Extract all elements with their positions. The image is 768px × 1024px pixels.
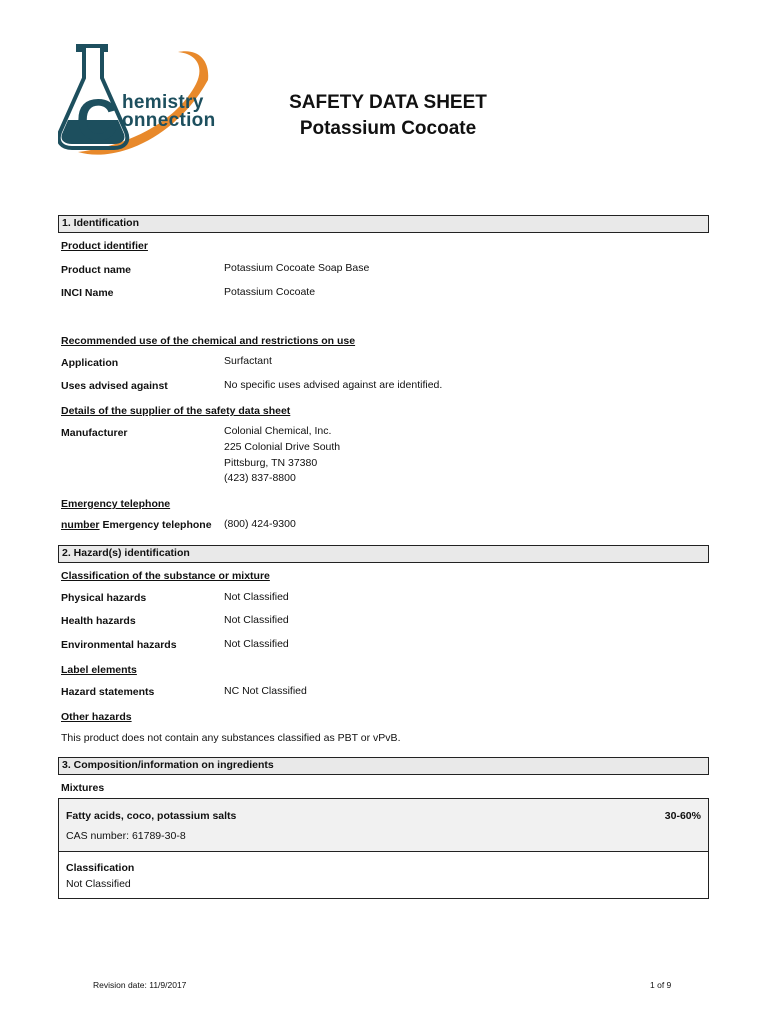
manufacturer-line: 225 Colonial Drive South (224, 441, 341, 453)
label-elements-heading: Label elements (61, 664, 137, 676)
manufacturer-line: Colonial Chemical, Inc. (224, 425, 332, 437)
ingredient-percentage: 30-60% (664, 810, 701, 822)
classification-heading: Classification of the substance or mixture (61, 570, 270, 582)
product-title: Potassium Cocoate (299, 118, 477, 139)
ingredient-table (58, 798, 709, 899)
mixtures-label: Mixtures (61, 782, 105, 794)
product-name-label: Product name (61, 264, 132, 276)
environmental-hazards-value: Not Classified (224, 638, 289, 650)
logo-text-line2: onnection (122, 110, 216, 131)
cas-number: CAS number: 61789-30-8 (66, 830, 186, 842)
health-hazards-value: Not Classified (224, 614, 289, 626)
inci-name-value: Potassium Cocoate (224, 286, 316, 298)
section-hazards-heading: 2. Hazard(s) identification (58, 545, 709, 563)
other-hazards-heading: Other hazards (61, 711, 132, 723)
manufacturer-label: Manufacturer (61, 427, 128, 439)
uses-advised-against-value: No specific uses advised against are identified. (224, 379, 443, 391)
hazard-statements-value: NC Not Classified (224, 685, 307, 697)
emergency-telephone-value: (800) 424-9300 (224, 518, 296, 530)
revision-date: Revision date: 11/9/2017 (93, 980, 187, 990)
section-identification-heading: 1. Identification (58, 215, 709, 233)
application-value: Surfactant (224, 355, 272, 367)
inci-name-label: INCI Name (61, 287, 114, 299)
classification-value: Not Classified (66, 878, 131, 890)
emergency-telephone-heading: Emergency telephone (61, 498, 171, 510)
chemistry-connection-logo (58, 40, 248, 162)
uses-advised-against-label: Uses advised against (61, 380, 168, 392)
physical-hazards-label: Physical hazards (61, 592, 147, 604)
product-identifier-heading: Product identifier (61, 240, 148, 252)
hazard-statements-label: Hazard statements (61, 686, 155, 698)
page-number: 1 of 9 (650, 980, 672, 990)
logo-text-line1: hemistry (122, 92, 204, 113)
manufacturer-line: (423) 837-8800 (224, 472, 296, 484)
product-name-value: Potassium Cocoate Soap Base (224, 262, 370, 274)
manufacturer-line: Pittsburg, TN 37380 (224, 457, 318, 469)
other-hazards-text: This product does not contain any substances classified as PBT or vPvB. (61, 732, 401, 744)
classification-label: Classification (66, 862, 135, 874)
supplier-details-heading: Details of the supplier of the safety data sheet (61, 405, 291, 417)
health-hazards-label: Health hazards (61, 615, 136, 627)
recommended-use-heading: Recommended use of the chemical and restrictions on use (61, 335, 356, 347)
environmental-hazards-label: Environmental hazards (61, 639, 177, 651)
ingredient-row (59, 799, 708, 852)
application-label: Application (61, 357, 119, 369)
ingredient-name: Fatty acids, coco, potassium salts (66, 810, 237, 822)
emergency-telephone-label: Emergency telephone (102, 519, 212, 531)
emergency-number-heading: number (61, 519, 100, 531)
emergency-telephone-row (61, 519, 212, 531)
svg-text:C: C (76, 88, 118, 153)
physical-hazards-value: Not Classified (224, 591, 289, 603)
section-composition-heading: 3. Composition/information on ingredients (58, 757, 709, 775)
document-title: SAFETY DATA SHEET (289, 92, 487, 113)
